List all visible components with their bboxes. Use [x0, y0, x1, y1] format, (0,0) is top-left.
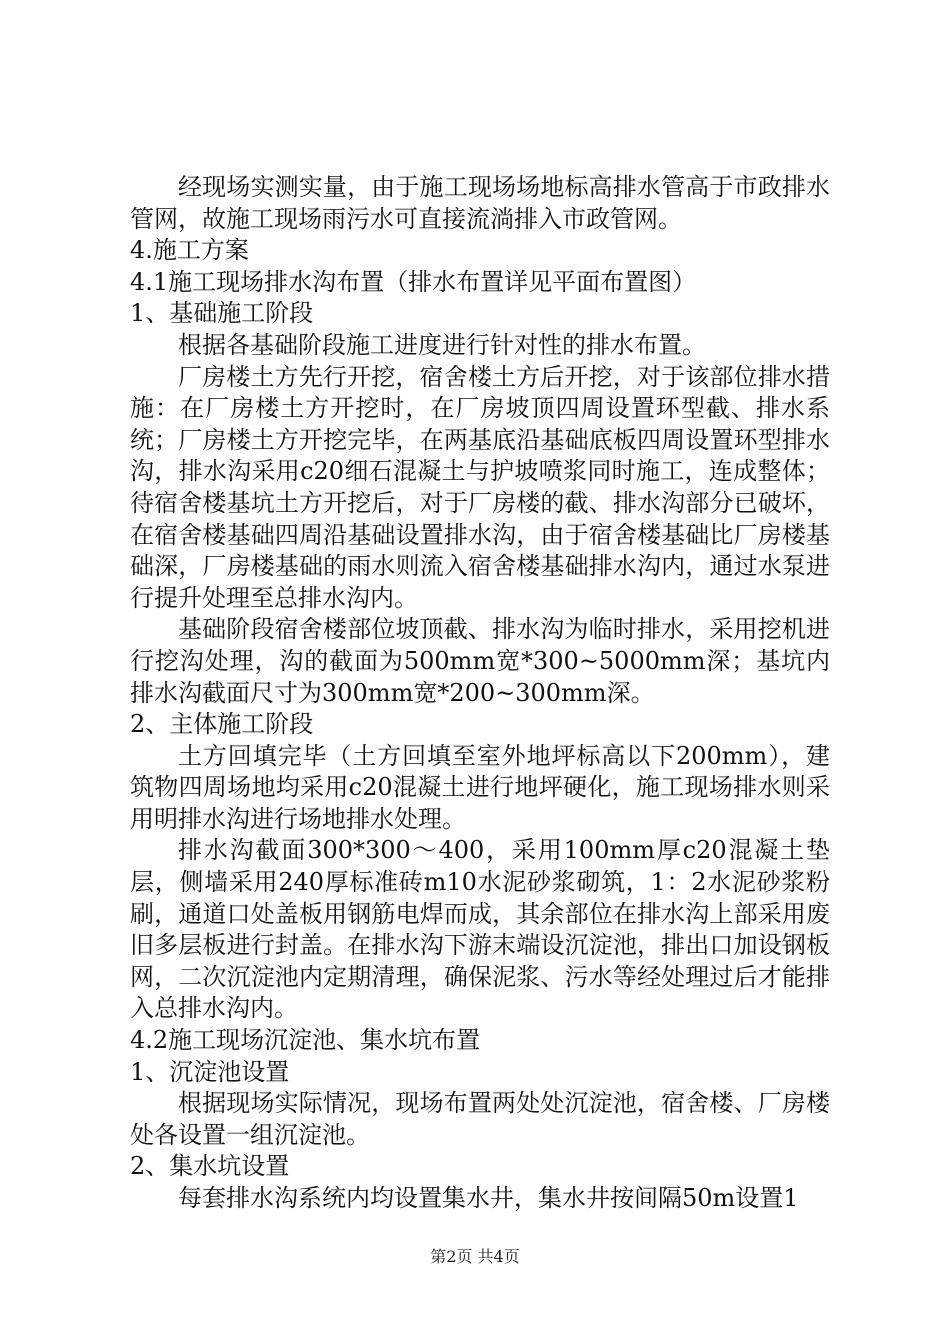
document-body [130, 172, 830, 1215]
page-footer: 第2页 共4页 [430, 1247, 520, 1266]
subsection-heading-drainage-ditch: 4.1施工现场排水沟布置（排水布置详见平面布置图） [130, 267, 697, 296]
paragraph-intro: 经现场实测实量，由于施工现场场地标高排水管高于市政排水管网，故施工现场雨污水可直接流淌排入市政管网。 [130, 173, 830, 233]
subsection-heading-sedimentation: 4.2施工现场沉淀池、集水坑布置 [130, 1026, 481, 1055]
section-heading-plan: 4.施工方案 [130, 236, 249, 265]
paragraph-excavation-sequence: 厂房楼土方先行开挖，宿舍楼土方后开挖，对于该部位排水措施：在厂房楼土方开挖时，在厂房坡顶四周设置环型截、排水系统；厂房楼土方开挖完毕，在两基底沿基础底板四周设置环型排水沟，排水沟采用c20细石混凝土与护坡喷浆同时施工，连成整体；待宿舍楼基坑土方开挖后，对于厂房楼的截、排水沟部分已破坏，在宿舍楼基础四周沿基础设置排水沟，由于宿舍楼基础比厂房楼基础深，厂房楼基础的雨水则流入宿舍楼基础排水沟内，通过水泵进行提升处理至总排水沟内。 [130, 362, 830, 612]
paragraph-ditch-section: 排水沟截面300*300～400，采用100mm厚c20混凝土垫层，侧墙采用240厚标准砖m10水泥砂浆砌筑，1：2水泥砂浆粉刷，通道口处盖板用钢筋电焊而成，其余部位在排水沟上部采用废旧多层板进行封盖。在排水沟下游末端设沉淀池，排出口加设钢板网，二次沉淀池内定期清理，确保泥浆、污水等经处理过后才能排入总排水沟内。 [130, 836, 830, 1023]
item-heading-main-structure-stage: 2、主体施工阶段 [130, 710, 314, 739]
item-heading-foundation-stage: 1、基础施工阶段 [130, 299, 314, 328]
item-heading-sump-pit: 2、集水坑设置 [130, 1152, 290, 1181]
paragraph-temporary-drainage: 基础阶段宿舍楼部位坡顶截、排水沟为临时排水，采用挖机进行挖沟处理，沟的截面为500mm宽*300~5000mm深；基坑内排水沟截面尺寸为300mm宽*200~300mm深。 [130, 615, 830, 707]
item-heading-sedimentation-tank: 1、沉淀池设置 [130, 1057, 290, 1086]
paragraph-sedimentation-tank: 根据现场实际情况，现场布置两处处沉淀池，宿舍楼、厂房楼处各设置一组沉淀池。 [130, 1089, 830, 1149]
paragraph-backfill: 土方回填完毕（土方回填至室外地坪标高以下200mm），建筑物四周场地均采用c20混凝土进行地坪硬化，施工现场排水则采用明排水沟进行场地排水处理。 [130, 741, 830, 833]
paragraph-foundation-arrangement: 根据各基础阶段施工进度进行针对性的排水布置。 [178, 330, 706, 359]
paragraph-sump-pit: 每套排水沟系统内均设置集水井，集水井按间隔50m设置1 [178, 1184, 799, 1212]
